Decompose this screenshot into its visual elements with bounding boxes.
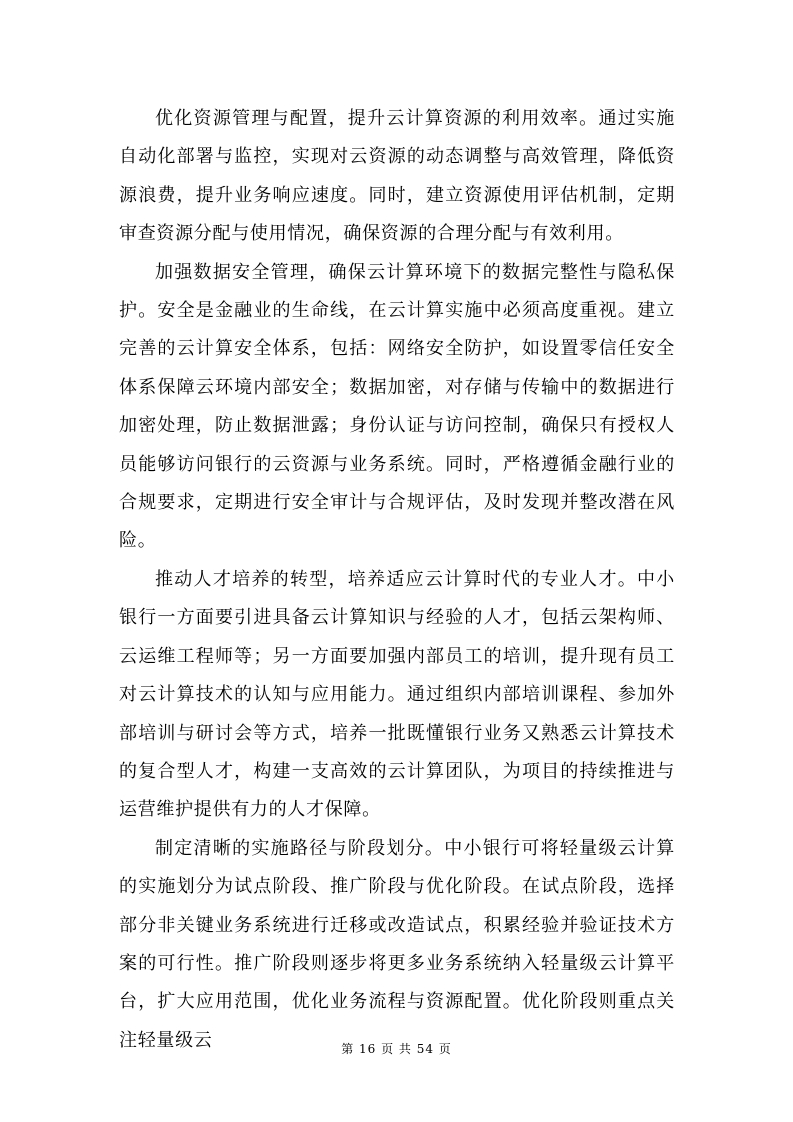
paragraph-resource-management: 优化资源管理与配置，提升云计算资源的利用效率。通过实施自动化部署与监控，实现对云资源的动态调整与高效管理，降低资源浪费，提升业务响应速度。同时，建立资源使用评估机制，定期审查资源分配与使用情况，确保资源的合理分配与有效利用。 xyxy=(119,108,675,245)
paragraph-data-security: 加强数据安全管理，确保云计算环境下的数据完整性与隐私保护。安全是金融业的生命线，在云计算实施中必须高度重视。建立完善的云计算安全体系，包括：网络安全防护，如设置零信任安全体系保障云环境内部安全；数据加密，对存储与传输中的数据进行加密处理，防止数据泄露；身份认证与访问控制，确保只有授权人员能够访问银行的云资源与业务系统。同时，严格遵循金融行业的合规要求，定期进行安全审计与合规评估，及时发现并整改潜在风险。 xyxy=(119,261,675,552)
paragraph-talent-training: 推动人才培养的转型，培养适应云计算时代的专业人才。中小银行一方面要引进具备云计算知识与经验的人才，包括云架构师、云运维工程师等；另一方面要加强内部员工的培训，提升现有员工对云计算技术的认知与应用能力。通过组织内部培训课程、参加外部培训与研讨会等方式，培养一批既懂银行业务又熟悉云计算技术的复合型人才，构建一支高效的云计算团队，为项目的持续推进与运营维护提供有力的人才保障。 xyxy=(119,568,675,821)
paragraph-implementation-path: 制定清晰的实施路径与阶段划分。中小银行可将轻量级云计算的实施划分为试点阶段、推广阶段与优化阶段。在试点阶段，选择部分非关键业务系统进行迁移或改造试点，积累经验并验证技术方案的可行性。推广阶段则逐步将更多业务系统纳入轻量级云计算平台，扩大应用范围，优化业务流程与资源配置。优化阶段则重点关注轻量级云 xyxy=(119,837,675,1051)
page-number-footer: 第 16 页 共 54 页 xyxy=(341,1042,452,1056)
document-body xyxy=(119,100,675,1060)
